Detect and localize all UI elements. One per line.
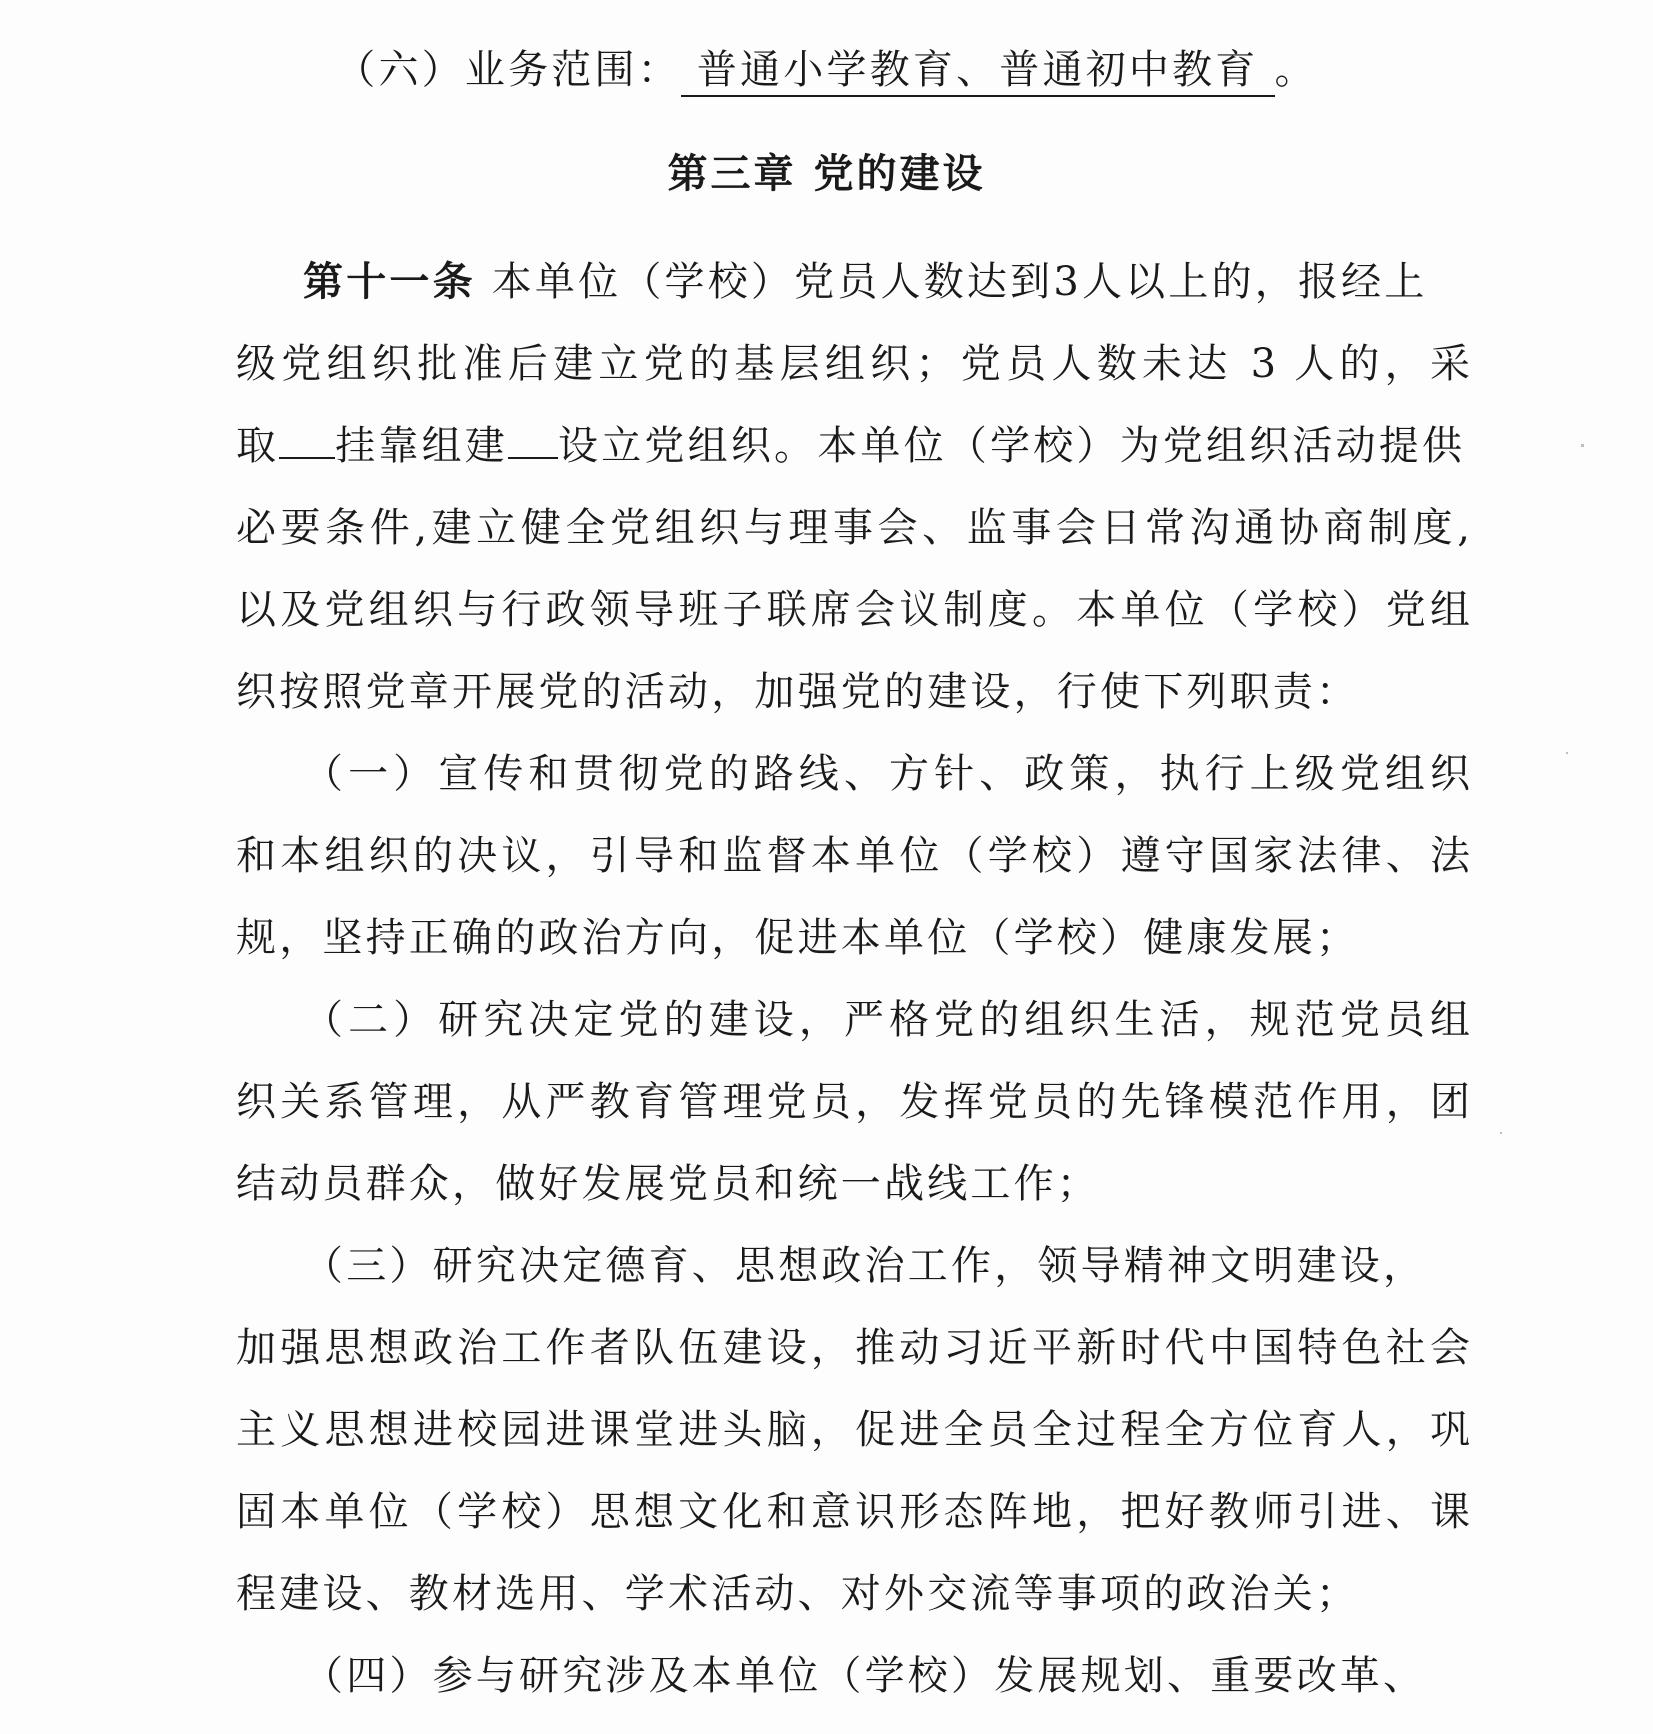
item-1-line-3: 规，坚持正确的政治方向，促进本单位（学校）健康发展； — [236, 915, 1360, 961]
article-11-line-3 — [236, 420, 1470, 472]
item-3-line-4: 固本单位（学校）思想文化和意识形态阵地，把好教师引进、课 — [236, 1489, 1470, 1535]
article-11-line-2: 级党组织批准后建立党的基层组织；党员人数未达 3 人的，采 — [236, 341, 1470, 387]
item-4-line-1: （四）参与研究涉及本单位（学校）发展规划、重要改革、 — [303, 1653, 1427, 1699]
article-11-line-6: 织按照党章开展党的活动，加强党的建设，行使下列职责： — [236, 669, 1360, 715]
item-2-line-2: 织关系管理，从严教育管理党员，发挥党员的先锋模范作用，团 — [236, 1079, 1470, 1125]
article-11-line-5: 以及党组织与行政领导班子联席会议制度。本单位（学校）党组 — [236, 587, 1470, 633]
blank-underline — [279, 423, 335, 459]
item-3-line-5: 程建设、教材选用、学术活动、对外交流等事项的政治关； — [236, 1571, 1360, 1617]
item-2-line-3: 结动员群众，做好发展党员和统一战线工作； — [236, 1161, 1100, 1207]
chapter-title: 第三章 党的建设 — [667, 151, 986, 197]
business-scope-label: （六）业务范围： — [335, 47, 681, 93]
article-number: 第十一条 — [303, 259, 476, 305]
item-2-line-1: （二）研究决定党的建设，严格党的组织生活，规范党员组 — [303, 997, 1470, 1043]
item-1-line-1: （一）宣传和贯彻党的路线、方针、政策，执行上级党组织 — [303, 751, 1470, 797]
blank-underline — [508, 423, 558, 459]
item-3-line-1: （三）研究决定德育、思想政治工作，领导精神文明建设， — [303, 1243, 1427, 1289]
item-1-line-2: 和本组织的决议，引导和监督本单位（学校）遵守国家法律、法 — [236, 833, 1470, 879]
attachment-method: 挂靠组建 — [335, 423, 509, 469]
business-scope-line — [0, 44, 1653, 96]
scan-speck — [1500, 1132, 1502, 1134]
scan-speck — [1566, 752, 1568, 754]
business-scope-value: 普通小学教育、普通初中教育 — [681, 47, 1275, 97]
article-11-line-1 — [303, 256, 1470, 308]
scan-speck — [1581, 444, 1584, 447]
business-scope-suffix: 。 — [1274, 47, 1318, 93]
article-11-line-4: 必要条件,建立健全党组织与理事会、监事会日常沟通协商制度, — [236, 505, 1470, 551]
item-3-line-3: 主义思想进校园进课堂进头脑，促进全员全过程全方位育人，巩 — [236, 1407, 1470, 1453]
article-11-line-1-text: 本单位（学校）党员人数达到3人以上的，报经上 — [475, 259, 1428, 305]
article-11-line-3-end: 设立党组织。本单位（学校）为党组织活动提供 — [558, 423, 1466, 469]
article-11-line-3-start: 取 — [236, 423, 280, 469]
item-3-line-2: 加强思想政治工作者队伍建设，推动习近平新时代中国特色社会 — [236, 1325, 1470, 1371]
